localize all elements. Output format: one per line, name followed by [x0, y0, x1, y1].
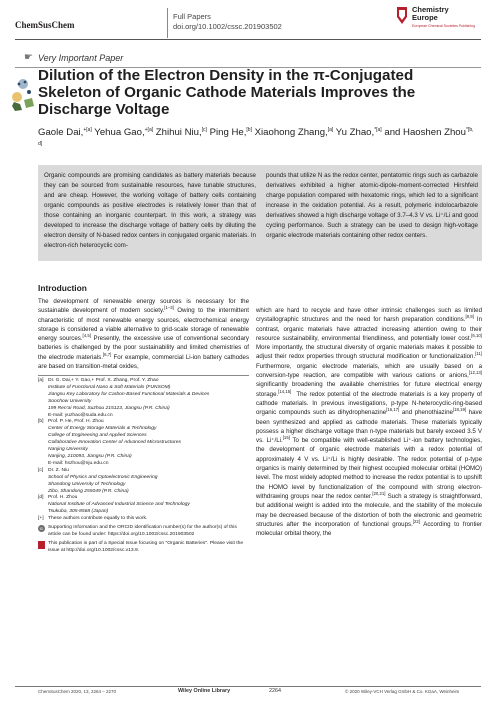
publisher-logo	[412, 6, 449, 22]
footer-rule	[15, 686, 481, 687]
affiliation-line: Collaborative Innovation Center of Advanced Microstructures	[48, 440, 181, 446]
footer-citation: ChemSusChem 2020, 13, 2264 – 2270	[38, 689, 117, 694]
affiliation-line: Soochow University	[48, 398, 92, 404]
journal-name: ChemSusChem	[15, 20, 75, 30]
molecule-graphic-icon	[10, 78, 36, 112]
affiliation-line: Prof. H. Zhou	[48, 495, 78, 501]
affiliation-lines	[48, 419, 250, 467]
affiliation-lines	[48, 378, 250, 419]
chemistry-europe-logo-icon	[395, 7, 409, 24]
publisher-logo-line2: Europe	[412, 13, 438, 22]
affiliation-line[interactable]: E-mail: hszhou@nju.edu.cn	[48, 460, 109, 466]
supporting-info-note	[38, 525, 250, 539]
affiliation-item	[38, 516, 250, 523]
affiliation-line[interactable]: E-mail: yuzhao@suda.edu.cn	[48, 412, 113, 418]
publisher-tagline: European Chemical Societies Publishing	[412, 24, 476, 28]
abstract-box	[38, 165, 482, 261]
intro-right-column: which are hard to recycle and have other intrinsic challenges such as limited crystallographic structures and the need for harsh preparation conditions.[8,9] In contrast, organic materials have attracted increasing attention owing to their resource sustainability, environmental friendliness, and potentially lower cost.[6,10] More importantly, the structural diversity of organic materials makes it possible to adjust their redox properties through structural modification or functionalization.[11] Furthermore, organic electrode materials, which are usually based on a conversion-type reaction, are compatible with various cations or anions,[12,13] significantly broadening the available chemistries for future electrical energy storage.[14,15] The redox potential of the electrode materials is a key property of cathode materials. In previous investigations, p-type N-heterocyclic-ring-based organic compounds such as dihydrophenazine[16,17] and phenothiazine[18,19] have been synthesized and applied as cathode materials. These materials typically possess a higher discharge voltage than n-type materials but barely exceed 3.5 V vs. Li⁺/Li.[15] To be compatible with well-established Li⁺-ion battery technologies, the development of organic electrode materials with a redox potential of approximately 4 V vs. Li⁺/Li is highly desirable. The redox potential of p-type organics is mainly determined by their highest occupied molecular orbital (HOMO) level. The most widely adopted method to increase the redox potential is to upshift the HOMO level by functionalization of the compound with strong electron-withdrawing groups near the redox center.[20,21] Such a strategy is straightforward, but additional weight is added into the molecule, and the stability of the molecule may be decreased because of the distortion of both the electronic and geometric structures after the incorporation of functional groups.[22] According to frontier molecular orbital theory, the	[256, 307, 482, 538]
affiliation-line: Prof. P. He, Prof. H. Zhou	[48, 419, 104, 425]
affiliation-rule	[38, 375, 249, 376]
affiliation-item	[38, 378, 250, 419]
affiliation-lines	[48, 516, 250, 523]
intro-left-column: The development of renewable energy sources is necessary for the sustainable development of modern society.[1–3] Owing to the intermittent characteristic of most renewable energy sources, electrochemical energy storage is considered a viable alternative to grid-scale storage of renewable energy sources.[4,5] Presently, the excessive use of conventional secondary batteries is challenged by the poor sustainability and limited chemistries of the electrode materials.[6,7] For example, commercial Li-ion battery cathodes are based on transition-metal oxides,	[38, 298, 250, 371]
abstract-left-column: Organic compounds are promising candidates as battery materials because they can be sourced from sustainable resources, have tunable structures, and are cheap. However, the working voltage of battery cells containing organic compounds as positive electrodes is relatively lower than that of those containing an inorganic counterpart. In this work, a strategy was developed to increase the discharge voltage of battery cells by diluting the electron density of N-based redox centers in conjugated organic materials. In electron-rich heterocyclic com-	[44, 172, 256, 249]
affiliation-lines	[48, 468, 250, 496]
publisher-logo-line1: Chemistry	[412, 5, 449, 14]
affiliation-tag: [+]	[38, 516, 44, 522]
author-list: Gaole Dai,$^{+[a]}$ Yehua Gao,$^{+[a]}$ Zhihui Niu,[c] Ping He,[b] Xiaohong Zhang,[a] Yu Zhao,$^{*[a]}$ and Haoshen Zhou$^{*[b, d]}$	[38, 126, 474, 147]
orcid-icon[interactable]: iD	[39, 526, 44, 532]
affiliation-tag: [b]	[38, 419, 44, 425]
affiliation-tag: [a]	[38, 378, 44, 383]
special-issue-note	[38, 541, 250, 555]
page-number: 2264	[269, 688, 281, 694]
affiliation-item	[38, 419, 250, 467]
affiliation-line: Tsukuba, 305-8568 (Japan)	[48, 509, 109, 515]
special-issue-text[interactable]: This publication is part of a Special Issue focusing on "Organic Batteries". Please visit the issue at http://doi.org/10.1002/cssc.v13.9.	[48, 540, 244, 553]
footer-library[interactable]: Wiley Online Library	[178, 688, 231, 694]
supporting-info-text[interactable]: Supporting Information and the ORCID identification number(s) for the author(s) of this article can be found under: https://doi.org/10.1002/cssc.201903502	[48, 525, 237, 537]
affiliation-line: Nanjing University	[48, 447, 88, 453]
affiliation-item	[38, 468, 250, 496]
affiliation-line: Dr. G. Dai,+ Y. Gao,+ Prof. X. Zhang, Prof. Y. Zhao	[48, 378, 159, 383]
affiliation-line: College of Engineering and Applied Sciences	[48, 433, 147, 439]
footer-copyright: © 2020 Wiley-VCH Verlag GmbH & Co. KGaA, Weinheim	[345, 689, 460, 694]
vip-label: Very Important Paper	[38, 53, 124, 63]
affiliation-line: Nanjing, 210093, Jiangsu (P.R. China)	[48, 453, 132, 459]
affiliation-line: 199 Ren'ai Road, Suzhou 215123, Jiangsu (P.R. China)	[48, 405, 170, 411]
header-divider	[167, 8, 168, 38]
affiliation-line: Jiangsu Key Laboratory for Carbon-Based Functional Materials & Devices	[48, 391, 210, 397]
article-title: Dilution of the Electron Density in the π-Conjugated Skeleton of Organic Cathode Materials Improves the Discharge Voltage	[38, 67, 416, 118]
affiliation-tag: [c]	[38, 467, 44, 473]
header-rule	[15, 39, 481, 40]
affiliation-line: Zibo, Shandong 255049 (P.R. China)	[48, 488, 129, 494]
special-issue-icon	[38, 541, 45, 549]
affiliation-tag: [d]	[38, 495, 44, 501]
affiliation-line: National Institute of Advanced Industrial Science and Technology	[48, 502, 190, 508]
pointing-hand-icon: ☛	[24, 52, 33, 63]
abstract-right-column: pounds that utilize N as the redox center, pentatomic rings such as carbazole derivatives exhibited a higher atomic-dipole-moment-corrected Hirshfeld charge population compared with hexatomic rings, which led to a significant increase in the oxidation potential. As a result, polymeric indolocarbazole derivatives showed a high discharge voltage of 3.7–4.3 V vs. Li⁺/Li and good cycling performance. Such a strategy can be used to design high-voltage organic electrode materials containing other redox centers.	[266, 172, 478, 239]
paper-type: Full Papers	[173, 12, 211, 21]
affiliations	[38, 378, 250, 555]
affiliation-line: Institute of Functional Nano & Soft Materials (FUNSOM)	[48, 384, 171, 390]
affiliation-line: Center of Energy Storage Materials & Technology	[48, 426, 157, 432]
affiliation-line: Shandong University of Technology	[48, 481, 126, 487]
affiliation-line: These authors contribute equally to this work.	[48, 516, 148, 522]
doi-link[interactable]: doi.org/10.1002/cssc.201903502	[173, 22, 282, 31]
section-heading-introduction: Introduction	[38, 283, 87, 293]
affiliation-lines	[48, 495, 250, 516]
affiliation-line: Dr. Z. Niu	[48, 467, 69, 473]
affiliation-line: School of Physics and Optoelectronic Engineering	[48, 474, 158, 480]
affiliation-item	[38, 495, 250, 516]
